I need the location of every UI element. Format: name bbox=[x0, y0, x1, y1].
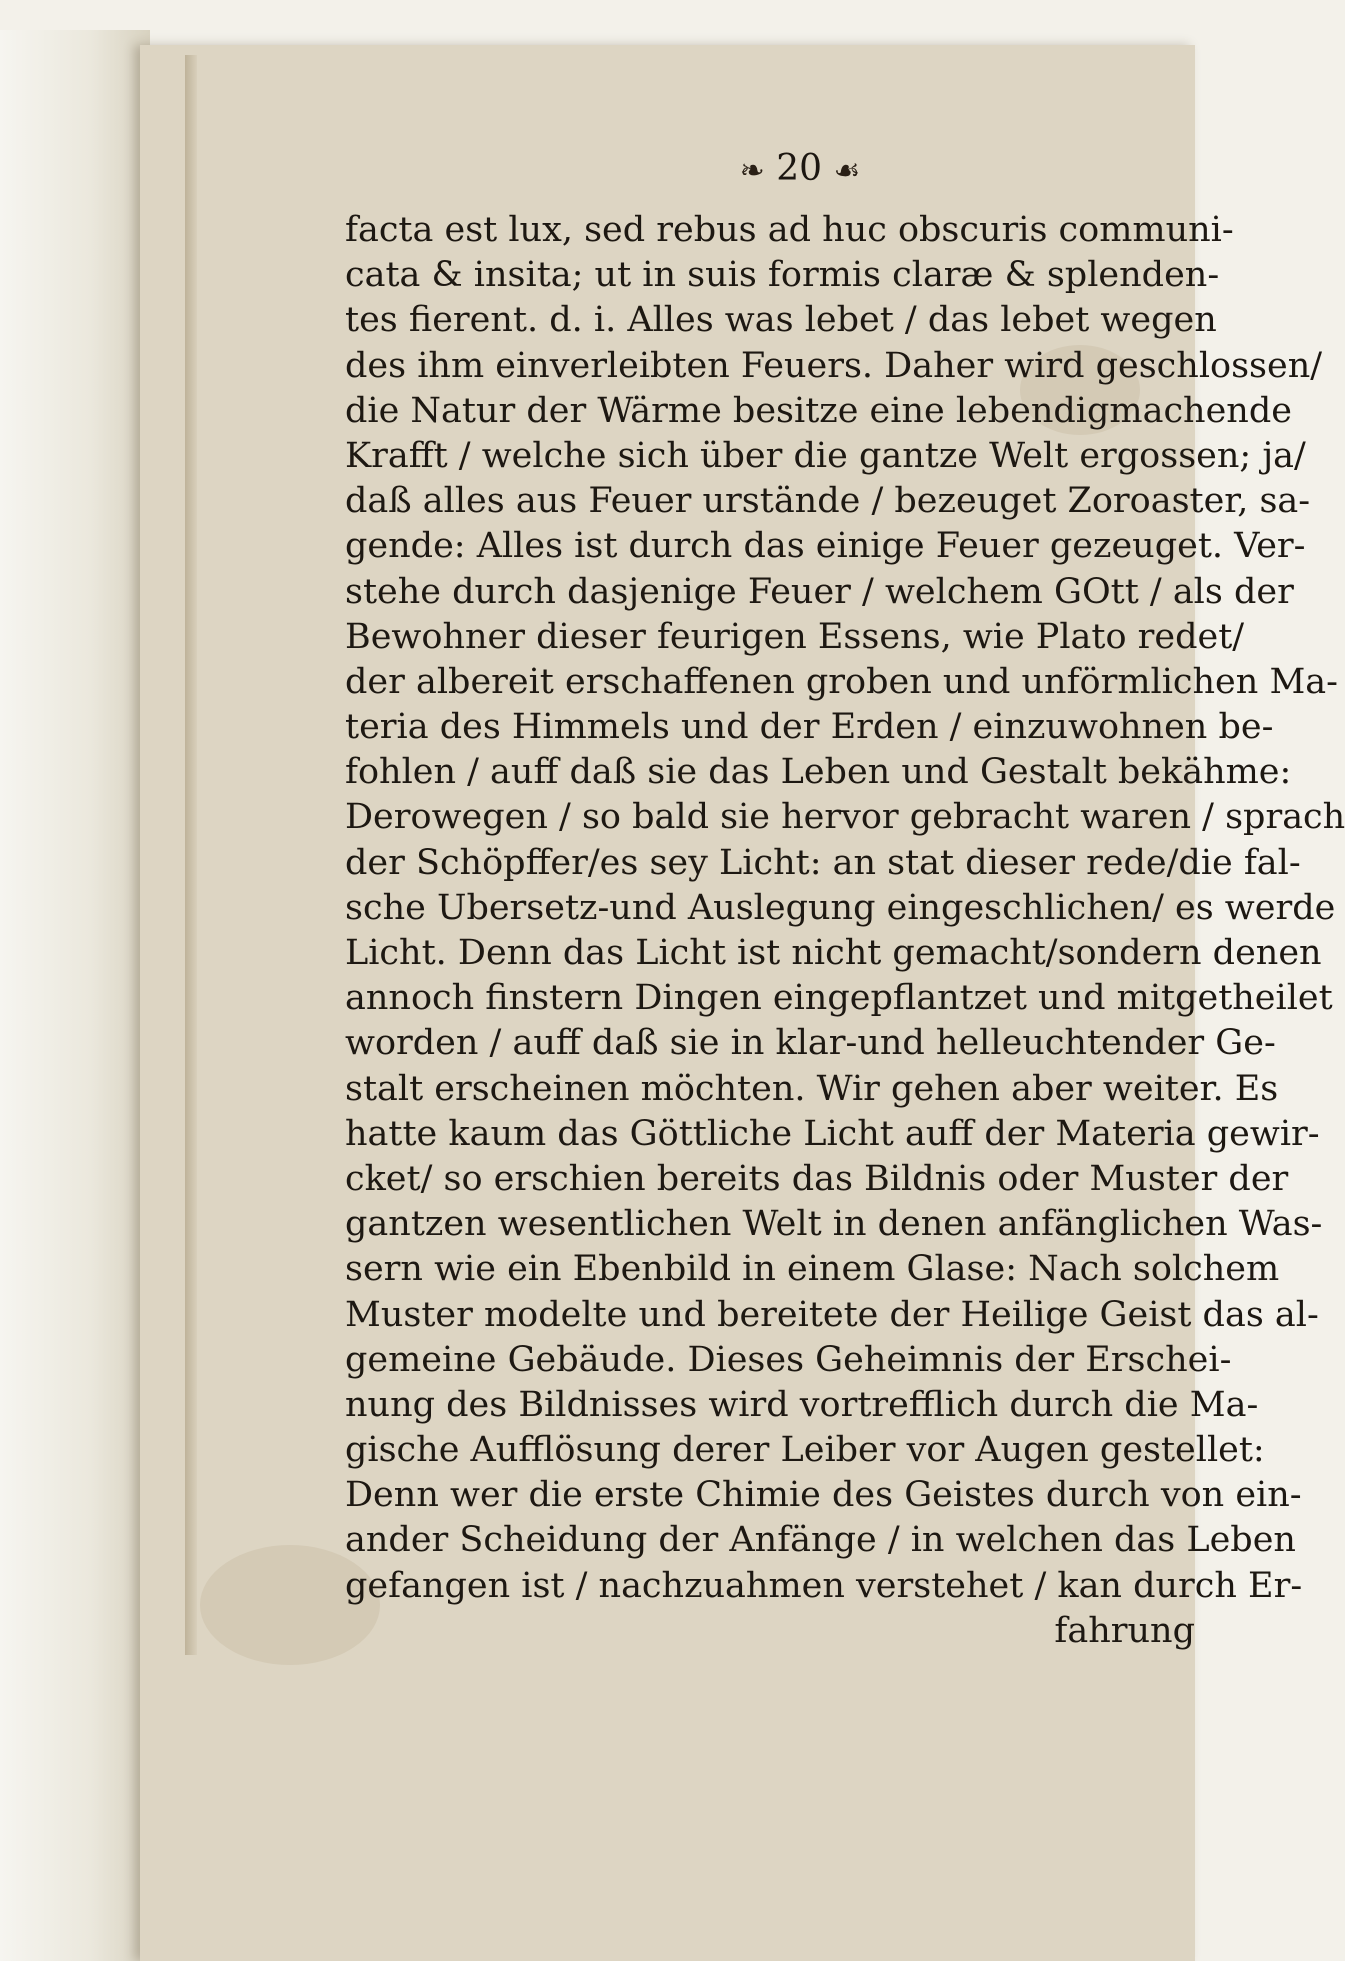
text-line: des ihm einverleibten Feuers. Daher wird geschlossen/ bbox=[345, 345, 1323, 386]
text-line: Denn wer die erste Chimie des Geistes durch von ein- bbox=[345, 1475, 1302, 1516]
text-line: Licht. Denn das Licht ist nicht gemacht/sondern denen bbox=[345, 933, 1322, 973]
page-header bbox=[690, 148, 910, 198]
text-line: worden / auff daß sie in klar-und helleuchtender Ge- bbox=[345, 1023, 1276, 1064]
text-line: Bewohner dieser feurigen Essens, wie Plato redet/ bbox=[345, 616, 1245, 657]
text-line: gische Aufflösung derer Leiber vor Augen gestellet: bbox=[345, 1430, 1265, 1471]
text-line: facta est lux, sed rebus ad huc obscuris communi- bbox=[345, 210, 1234, 250]
ornament-left-icon: ❧ bbox=[739, 153, 765, 189]
text-line: cata & insita; ut in suis formis claræ & splenden- bbox=[345, 255, 1220, 296]
text-line: Muster modelte und bereitete der Heilige Geist das al- bbox=[345, 1294, 1319, 1335]
text-line: die Natur der Wärme besitze eine lebendigmachende bbox=[345, 390, 1292, 431]
text-line: gemeine Gebäude. Dieses Geheimnis der Erschei- bbox=[345, 1339, 1232, 1380]
text-line: annoch finstern Dingen eingepflantzet und mitgetheilet bbox=[345, 978, 1333, 1019]
ornament-right-icon: ☙ bbox=[833, 153, 861, 189]
text-line: cket/ so erschien bereits das Bildnis oder Muster der bbox=[345, 1158, 1289, 1199]
text-line: fohlen / auff daß sie das Leben und Gestalt bekähme: bbox=[345, 752, 1292, 793]
text-line: sche Ubersetz-und Auslegung eingeschlichen/ es werde bbox=[345, 887, 1336, 928]
text-line: gefangen ist / nachzuahmen verstehet / kan durch Er- bbox=[345, 1565, 1303, 1606]
text-line: daß alles aus Feuer urstände / bezeuget Zoroaster, sa- bbox=[345, 481, 1311, 522]
text-line: Krafft / welche sich über die gantze Welt ergossen; ja/ bbox=[345, 435, 1306, 476]
text-line: tes fierent. d. i. Alles was lebet / das lebet wegen bbox=[345, 300, 1217, 341]
text-line: stehe durch dasjenige Feuer / welchem GOtt / als der bbox=[345, 571, 1294, 612]
text-line: gende: Alles ist durch das einige Feuer gezeuget. Ver- bbox=[345, 526, 1306, 567]
text-line: teria des Himmels und der Erden / einzuwohnen be- bbox=[345, 707, 1274, 748]
text-line: Derowegen / so bald sie hervor gebracht waren / sprach bbox=[345, 797, 1345, 838]
text-line: stalt erscheinen möchten. Wir gehen aber weiter. Es bbox=[345, 1068, 1279, 1109]
page-binding-edge bbox=[185, 55, 197, 1655]
text-line: gantzen wesentlichen Welt in denen anfänglichen Was- bbox=[345, 1204, 1323, 1245]
body-text bbox=[345, 208, 1345, 1654]
page-number: 20 bbox=[776, 148, 823, 189]
catchword: fahrung bbox=[1054, 1610, 1195, 1651]
text-line: nung des Bildnisses wird vortrefflich durch die Ma- bbox=[345, 1384, 1259, 1425]
text-line: der albereit erschaffenen groben und unförmlichen Ma- bbox=[345, 661, 1338, 702]
text-line: der Schöpffer/es sey Licht: an stat dieser rede/die fal- bbox=[345, 842, 1301, 883]
text-line: hatte kaum das Göttliche Licht auff der Materia gewir- bbox=[345, 1113, 1320, 1154]
text-line: sern wie ein Ebenbild in einem Glase: Nach solchem bbox=[345, 1249, 1280, 1290]
text-line: ander Scheidung der Anfänge / in welchen das Leben bbox=[345, 1520, 1296, 1561]
left-margin-background bbox=[0, 30, 150, 1961]
